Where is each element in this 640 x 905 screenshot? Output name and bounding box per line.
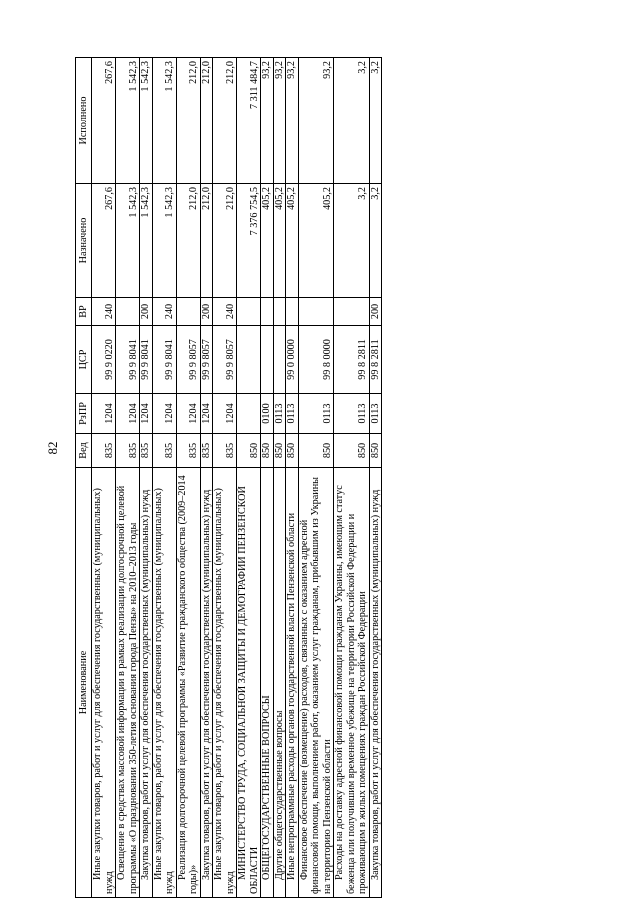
row-executed: 212,0: [213, 58, 237, 184]
row-name: Иные закупки товаров, работ и услуг для обеспечения государственных (муниципальных) нужд: [92, 468, 116, 898]
row-executed: 1 542,3: [116, 58, 140, 184]
table-row: [298, 58, 334, 898]
table-row: [152, 58, 176, 898]
row-ved: 850: [237, 434, 261, 468]
row-rzpr: 1204: [92, 394, 116, 434]
column-header-executed: Исполнено: [76, 58, 92, 184]
row-name: Закупка товаров, работ и услуг для обеспечения государственных (муниципальных) нужд: [140, 468, 153, 898]
table-row: [140, 58, 153, 898]
table-row: [286, 58, 299, 898]
row-csr: 99 8 2811: [334, 326, 370, 394]
row-ved: 850: [298, 434, 334, 468]
row-ved: 835: [152, 434, 176, 468]
row-ved: 850: [334, 434, 370, 468]
row-vr: [237, 298, 261, 326]
row-rzpr: 1204: [200, 394, 213, 434]
row-csr: 99 8 2811: [369, 326, 382, 394]
row-ved: 835: [140, 434, 153, 468]
row-rzpr: 0113: [334, 394, 370, 434]
column-header-csr: ЦСР: [76, 326, 92, 394]
row-executed: 93,2: [261, 58, 274, 184]
row-assigned: 1 542,3: [140, 184, 153, 298]
row-executed: 212,0: [176, 58, 200, 184]
row-csr: 99 9 8041: [140, 326, 153, 394]
row-assigned: 7 376 754,5: [237, 184, 261, 298]
row-ved: 850: [273, 434, 286, 468]
row-csr: [273, 326, 286, 394]
row-ved: 835: [116, 434, 140, 468]
table-row: [334, 58, 370, 898]
row-name: Иные закупки товаров, работ и услуг для обеспечения государственных (муниципальных) нужд: [213, 468, 237, 898]
row-name: Реализация долгосрочной целевой программы «Развитие гражданского общества (2009–2014 годы)»: [176, 468, 200, 898]
row-name: Закупка товаров, работ и услуг для обеспечения государственных (муниципальных) нужд: [200, 468, 213, 898]
budget-table: [75, 57, 382, 898]
row-ved: 835: [92, 434, 116, 468]
row-rzpr: 1204: [140, 394, 153, 434]
row-executed: 1 542,3: [152, 58, 176, 184]
row-rzpr: 0113: [273, 394, 286, 434]
row-csr: 99 9 8041: [152, 326, 176, 394]
row-vr: [176, 298, 200, 326]
row-name: Расходы на доставку адресной финансовой помощи гражданам Украины, имеющим статус беженца или получившим временное убежище на территории Российской Федерации и проживающим в жилых помещениях граждан Российской Федерации: [334, 468, 370, 898]
row-assigned: 3,2: [369, 184, 382, 298]
table-header-row: [76, 58, 92, 898]
table-row: [116, 58, 140, 898]
row-rzpr: [237, 394, 261, 434]
row-name: ОБЩЕГОСУДАРСТВЕННЫЕ ВОПРОСЫ: [261, 468, 274, 898]
page-number: 82: [45, 441, 60, 455]
row-ved: 850: [369, 434, 382, 468]
table-row: [200, 58, 213, 898]
row-assigned: 212,0: [213, 184, 237, 298]
row-csr: 99 9 8057: [200, 326, 213, 394]
row-executed: 93,2: [298, 58, 334, 184]
row-assigned: 405,2: [273, 184, 286, 298]
row-vr: 200: [200, 298, 213, 326]
row-csr: 99 9 0220: [92, 326, 116, 394]
row-rzpr: 0100: [261, 394, 274, 434]
column-header-assigned: Назначено: [76, 184, 92, 298]
row-csr: 99 9 8057: [176, 326, 200, 394]
row-assigned: 212,0: [200, 184, 213, 298]
row-csr: 99 0 0000: [286, 326, 299, 394]
row-executed: 3,2: [369, 58, 382, 184]
row-assigned: 1 542,3: [152, 184, 176, 298]
row-executed: 7 311 484,7: [237, 58, 261, 184]
row-vr: [298, 298, 334, 326]
row-csr: 99 9 8057: [213, 326, 237, 394]
row-name: Иные закупки товаров, работ и услуг для обеспечения государственных (муниципальных) нужд: [152, 468, 176, 898]
row-vr: [261, 298, 274, 326]
row-csr: 99 9 8041: [116, 326, 140, 394]
row-csr: [261, 326, 274, 394]
row-rzpr: 1204: [213, 394, 237, 434]
row-assigned: 405,2: [286, 184, 299, 298]
row-name: МИНИСТЕРСТВО ТРУДА, СОЦИАЛЬНОЙ ЗАЩИТЫ И ДЕМОГРАФИИ ПЕНЗЕНСКОЙ ОБЛАСТИ: [237, 468, 261, 898]
budget-table-container: [75, 58, 618, 898]
row-executed: 1 542,3: [140, 58, 153, 184]
row-rzpr: 1204: [152, 394, 176, 434]
row-ved: 835: [213, 434, 237, 468]
row-name: Финансовое обеспечение (возмещение) расходов, связанных с оказанием адресной финансовой помощи, выполнением работ, оказанием услуг гражданам, прибывшим из Украины на территорию Пензенской области: [298, 468, 334, 898]
row-name: Другие общегосударственные вопросы: [273, 468, 286, 898]
row-ved: 835: [200, 434, 213, 468]
column-header-vr: ВР: [76, 298, 92, 326]
row-vr: [334, 298, 370, 326]
row-executed: 3,2: [334, 58, 370, 184]
row-executed: 93,2: [286, 58, 299, 184]
column-header-ved: Вед: [76, 434, 92, 468]
column-header-rzpr: РзПР: [76, 394, 92, 434]
row-ved: 850: [261, 434, 274, 468]
row-rzpr: 0113: [369, 394, 382, 434]
row-name: Закупка товаров, работ и услуг для обеспечения государственных (муниципальных) нужд: [369, 468, 382, 898]
row-assigned: 3,2: [334, 184, 370, 298]
table-row: [237, 58, 261, 898]
row-assigned: 405,2: [261, 184, 274, 298]
row-vr: 200: [369, 298, 382, 326]
table-row: [213, 58, 237, 898]
row-assigned: 1 542,3: [116, 184, 140, 298]
row-vr: [116, 298, 140, 326]
row-csr: [237, 326, 261, 394]
row-vr: [286, 298, 299, 326]
table-row: [273, 58, 286, 898]
row-executed: 93,2: [273, 58, 286, 184]
row-executed: 212,0: [200, 58, 213, 184]
row-ved: 850: [286, 434, 299, 468]
row-vr: 240: [213, 298, 237, 326]
row-vr: [273, 298, 286, 326]
row-name: Иные непрограммные расходы органов государственной власти Пензенской области: [286, 468, 299, 898]
row-vr: 200: [140, 298, 153, 326]
row-vr: 240: [152, 298, 176, 326]
row-executed: 267,6: [92, 58, 116, 184]
row-rzpr: 1204: [176, 394, 200, 434]
table-row: [369, 58, 382, 898]
row-ved: 835: [176, 434, 200, 468]
row-rzpr: 1204: [116, 394, 140, 434]
row-csr: 99 8 0000: [298, 326, 334, 394]
row-name: Освещение в средствах массовой информации в рамках реализации долгосрочной целевой программы «О праздновании 350-летия основания города Пензы» на 2010–2013 годы: [116, 468, 140, 898]
row-rzpr: 0113: [298, 394, 334, 434]
row-assigned: 212,0: [176, 184, 200, 298]
row-vr: 240: [92, 298, 116, 326]
table-row: [176, 58, 200, 898]
table-row: [92, 58, 116, 898]
row-assigned: 267,6: [92, 184, 116, 298]
table-row: [261, 58, 274, 898]
row-assigned: 405,2: [298, 184, 334, 298]
row-rzpr: 0113: [286, 394, 299, 434]
column-header-name: Наименование: [76, 468, 92, 898]
